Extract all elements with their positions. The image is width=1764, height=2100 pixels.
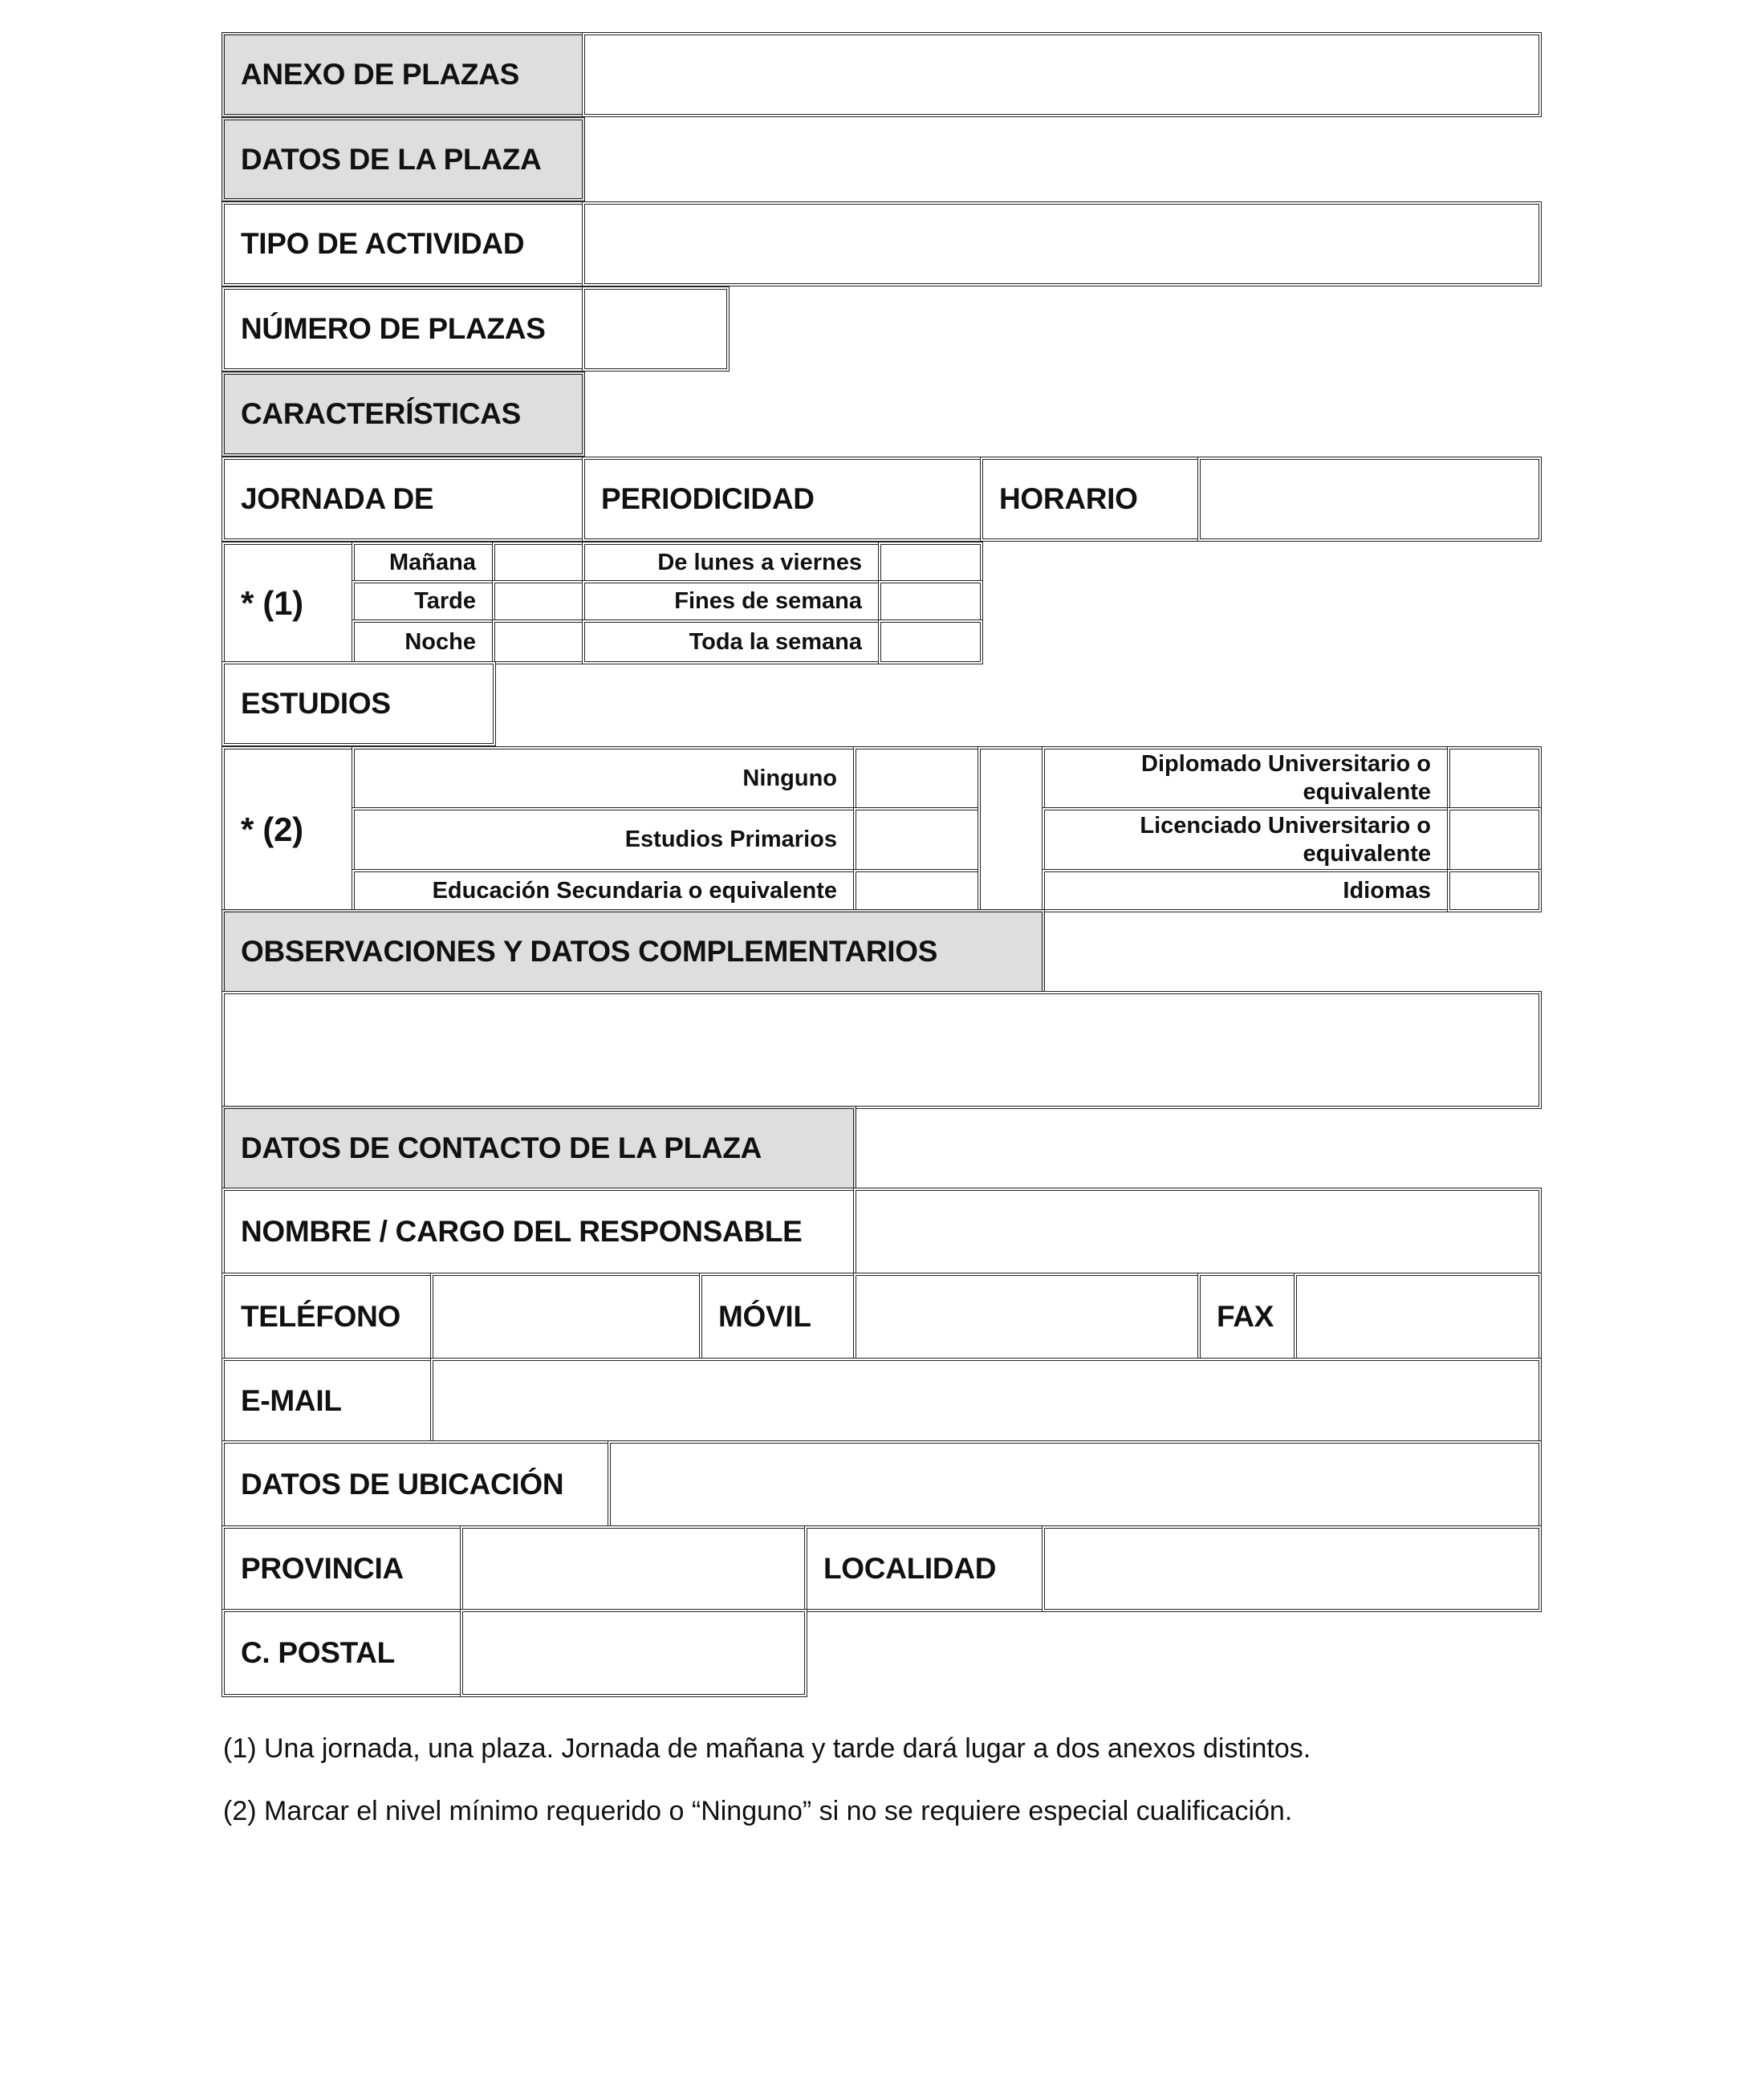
tipo-de-actividad-label: TIPO DE ACTIVIDAD — [222, 201, 585, 286]
periodicidad-label: PERIODICIDAD — [582, 457, 983, 542]
periodicidad-option-toda-semana: Toda la semana — [582, 619, 881, 664]
estudios-option-secundaria: Educación Secundaria o equivalente — [352, 869, 856, 912]
estudios-option-ninguno: Ninguno — [352, 746, 856, 810]
estudios-checkbox-primarios[interactable] — [853, 807, 981, 872]
provincia-field[interactable] — [460, 1525, 807, 1612]
periodicidad-option-lunes-viernes: De lunes a viernes — [582, 542, 881, 583]
estudios-checkbox-idiomas[interactable] — [1447, 869, 1542, 912]
horario-field[interactable] — [1197, 457, 1542, 542]
jornada-option-manana: Mañana — [352, 542, 495, 583]
periodicidad-checkbox-toda-semana[interactable] — [878, 619, 983, 664]
numero-de-plazas-field[interactable] — [582, 286, 730, 372]
datos-de-la-plaza-header: DATOS DE LA PLAZA — [222, 117, 585, 201]
observaciones-field[interactable] — [222, 991, 1542, 1109]
jornada-option-tarde: Tarde — [352, 580, 495, 623]
marker-1: * (1) — [222, 542, 355, 664]
estudios-checkbox-diplomado[interactable] — [1447, 746, 1542, 810]
footnote-1: (1) Una jornada, una plaza. Jornada de mañana y tarde dará lugar a dos anexos distintos. — [223, 1733, 1311, 1764]
email-label: E-MAIL — [222, 1358, 433, 1444]
localidad-field[interactable] — [1042, 1525, 1542, 1612]
periodicidad-option-fines-semana: Fines de semana — [582, 580, 881, 623]
movil-label: MÓVIL — [699, 1273, 856, 1361]
movil-field[interactable] — [853, 1273, 1201, 1361]
telefono-label: TELÉFONO — [222, 1273, 433, 1361]
periodicidad-checkbox-lunes-viernes[interactable] — [878, 542, 983, 583]
email-field[interactable] — [430, 1358, 1542, 1444]
estudios-checkbox-ninguno[interactable] — [853, 746, 981, 810]
jornada-checkbox-noche[interactable] — [492, 619, 585, 664]
datos-ubicacion-label: DATOS DE UBICACIÓN — [222, 1440, 611, 1529]
c-postal-label: C. POSTAL — [222, 1609, 463, 1697]
anexo-de-plazas-field[interactable] — [582, 32, 1542, 117]
periodicidad-checkbox-fines-semana[interactable] — [878, 580, 983, 623]
estudios-label: ESTUDIOS — [222, 661, 496, 746]
nombre-cargo-label: NOMBRE / CARGO DEL RESPONSABLE — [222, 1188, 856, 1276]
telefono-field[interactable] — [430, 1273, 702, 1361]
marker-2: * (2) — [222, 746, 355, 912]
jornada-checkbox-tarde[interactable] — [492, 580, 585, 623]
numero-de-plazas-label: NÚMERO DE PLAZAS — [222, 286, 585, 372]
estudios-checkbox-secundaria[interactable] — [853, 869, 981, 912]
datos-ubicacion-field[interactable] — [608, 1440, 1542, 1529]
footnote-2: (2) Marcar el nivel mínimo requerido o “Ninguno” si no se requiere especial cualificación. — [223, 1796, 1293, 1826]
datos-contacto-header: DATOS DE CONTACTO DE LA PLAZA — [222, 1106, 856, 1191]
jornada-option-noche: Noche — [352, 619, 495, 664]
provincia-label: PROVINCIA — [222, 1525, 463, 1612]
observaciones-header: OBSERVACIONES Y DATOS COMPLEMENTARIOS — [222, 909, 1045, 994]
jornada-checkbox-manana[interactable] — [492, 542, 585, 583]
horario-label: HORARIO — [980, 457, 1201, 542]
jornada-de-label: JORNADA DE — [222, 457, 585, 542]
anexo-de-plazas-label: ANEXO DE PLAZAS — [222, 32, 585, 117]
c-postal-field[interactable] — [460, 1609, 807, 1697]
estudios-option-primarios: Estudios Primarios — [352, 807, 856, 872]
estudios-spacer — [978, 746, 1045, 912]
localidad-label: LOCALIDAD — [804, 1525, 1045, 1612]
caracteristicas-header: CARACTERÍSTICAS — [222, 372, 585, 457]
fax-field[interactable] — [1294, 1273, 1542, 1361]
nombre-cargo-field[interactable] — [853, 1188, 1542, 1276]
estudios-option-idiomas: Idiomas — [1042, 869, 1450, 912]
estudios-checkbox-licenciado[interactable] — [1447, 807, 1542, 872]
fax-label: FAX — [1197, 1273, 1297, 1361]
tipo-de-actividad-field[interactable] — [582, 201, 1542, 286]
estudios-option-licenciado: Licenciado Universitario o equivalente — [1042, 807, 1450, 872]
estudios-option-diplomado: Diplomado Universitario o equivalente — [1042, 746, 1450, 810]
